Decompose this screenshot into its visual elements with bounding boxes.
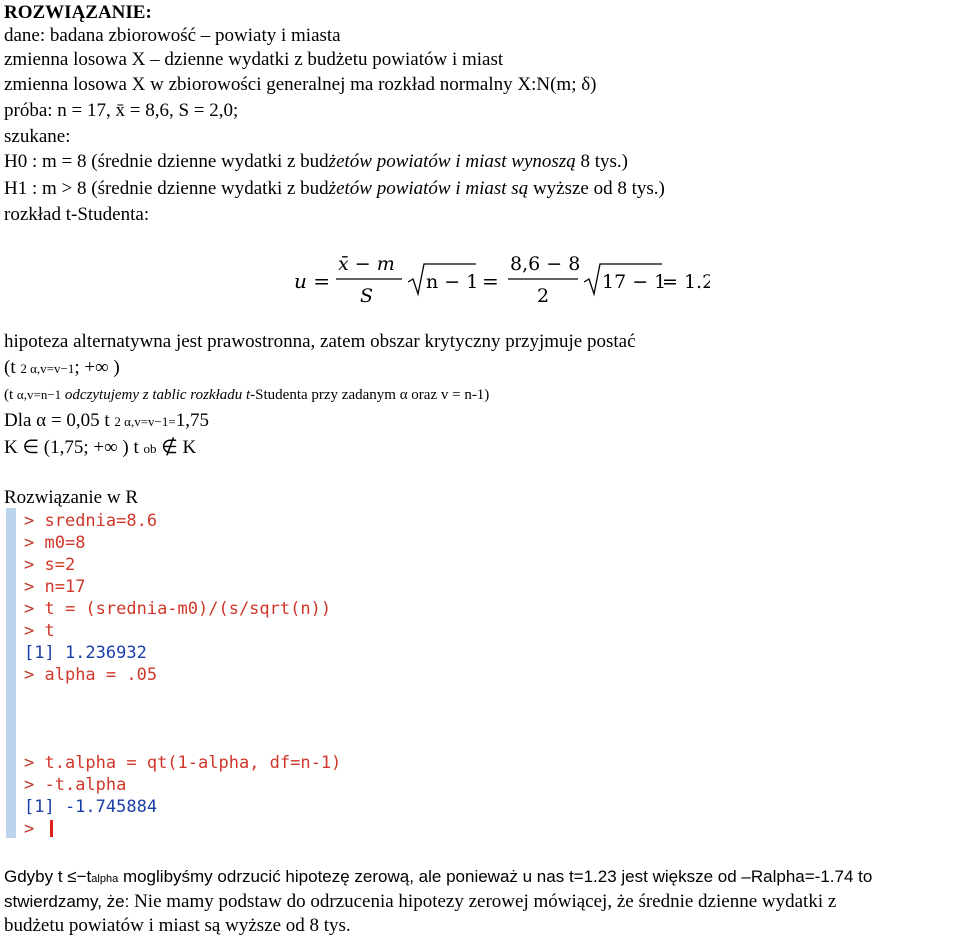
zmienna-line-1: zmienna losowa X – dzienne wydatki z budżetu powiatów i miast <box>4 49 504 70</box>
formula-num2: 8,6 − 8 <box>510 253 581 275</box>
note-rest: -Studenta przy zadanym α oraz v = n-1) <box>250 387 490 403</box>
h0-part-c: 8 tys.) <box>575 151 628 172</box>
console-line <box>24 664 157 686</box>
console-line <box>24 796 157 818</box>
szukane-line: szukane: <box>4 126 71 147</box>
interval-b: ; +∞ ) <box>74 357 120 378</box>
console-prompt: > <box>24 819 45 839</box>
formula-u: u = <box>294 269 330 293</box>
console-prompt: > <box>24 775 45 795</box>
formula-result: = 1.2 <box>662 271 710 293</box>
h1-part-c: wyższe od 8 tys.) <box>528 178 665 199</box>
solution-heading: ROZWIĄZANIE: <box>4 2 152 23</box>
console-sidebar-bar <box>6 508 16 838</box>
h0-part-a: H0 : m = 8 (średnie dzienne wydatki z bud <box>4 151 329 172</box>
r-console-screenshot <box>6 508 626 838</box>
conclusion-line-1 <box>4 866 872 890</box>
k-a: K ∈ (1,75; +∞ ) t <box>4 437 144 458</box>
console-command: -t.alpha <box>44 775 127 795</box>
critical-region-line <box>4 437 196 460</box>
console-command: t.alpha = qt(1-alpha, df=n-1) <box>44 753 342 773</box>
formula-svg <box>290 248 710 308</box>
console-prompt: > <box>24 533 45 553</box>
console-line <box>24 576 85 598</box>
console-prompt: > <box>24 621 45 641</box>
console-command: t = (srednia-m0)/(s/sqrt(n)) <box>44 599 332 619</box>
console-prompt: > <box>24 511 45 531</box>
console-prompt: > <box>24 555 45 575</box>
conclusion-1a: Gdyby t ≤−t <box>4 867 92 886</box>
console-prompt: > <box>24 577 45 597</box>
t-statistic-formula <box>290 248 710 308</box>
note-line <box>4 384 489 406</box>
k-subscript: ob <box>143 441 157 456</box>
formula-sqrt1: n − 1 <box>426 271 479 293</box>
interval-subscript: 2 α,v=v−1 <box>20 361 75 376</box>
console-line <box>24 818 53 840</box>
conclusion-1b: moglibyśmy odrzucić hipotezę zerową, ale ponieważ u nas t=1.23 jest większe od –Ralpha=-1.74 to <box>118 867 873 886</box>
console-prompt: > <box>24 753 45 773</box>
console-line <box>24 752 341 774</box>
dla-a: Dla α = 0,05 t <box>4 410 115 431</box>
h0-part-b: żetów powiatów i miast wynoszą <box>328 151 576 172</box>
conclusion-subscript: alpha <box>91 873 119 885</box>
formula-den2: 2 <box>537 285 550 307</box>
console-output: [1] 1.236932 <box>24 643 147 663</box>
console-prompt: > <box>24 665 45 685</box>
console-command: t <box>44 621 55 641</box>
interval-line <box>4 357 120 380</box>
console-command: m0=8 <box>44 533 86 553</box>
h1-line <box>4 178 665 200</box>
h1-part-b: żetów powiatów i miast są <box>328 178 529 199</box>
console-line <box>24 774 126 796</box>
formula-den1: S <box>360 285 374 307</box>
formula-sqrt2: 17 − 1 <box>602 271 667 293</box>
console-line <box>24 554 75 576</box>
console-command: alpha = .05 <box>44 665 158 685</box>
conclusion-2b: Nie mamy podstaw do odrzucenia hipotezy zerowej mówiącej, że średnie dzienne wydatki z <box>129 891 837 912</box>
formula-eq: = <box>482 269 499 293</box>
r-section-heading: Rozwiązanie w R <box>4 487 139 508</box>
dla-subscript: 2 α,v=v−1= <box>114 414 176 429</box>
rozklad-line: rozkład t-Studenta: <box>4 204 150 225</box>
console-command: s=2 <box>44 555 76 575</box>
console-command: srednia=8.6 <box>44 511 158 531</box>
formula-num1: x̄ − m <box>338 253 395 275</box>
note-a: (t <box>4 387 17 403</box>
console-line <box>24 532 85 554</box>
console-line <box>24 642 147 664</box>
console-line <box>24 598 331 620</box>
console-command: n=17 <box>44 577 86 597</box>
console-cursor[interactable] <box>50 820 53 837</box>
note-italic: odczytujemy z tablic rozkładu <box>61 387 246 403</box>
k-b: ∉ K <box>156 437 197 458</box>
dla-b: 1,75 <box>175 410 209 431</box>
console-prompt: > <box>24 599 45 619</box>
zmienna-line-2: zmienna losowa X w zbiorowości generalnej ma rozkład normalny X:N(m; δ) <box>4 74 597 95</box>
h1-part-a: H1 : m > 8 (średnie dzienne wydatki z bud <box>4 178 329 199</box>
hipoteza-line: hipoteza alternatywna jest prawostronna, zatem obszar krytyczny przyjmuje postać <box>4 331 636 352</box>
console-output: [1] -1.745884 <box>24 797 158 817</box>
interval-a: (t <box>4 357 21 378</box>
conclusion-line-3: budżetu powiatów i miast są wyższe od 8 tys. <box>4 915 351 936</box>
note-t: t <box>245 387 251 403</box>
note-subscript: α,v=n−1 <box>16 387 62 402</box>
proba-line: próba: n = 17, x̄ = 8,6, S = 2,0; <box>4 100 239 121</box>
dla-line <box>4 410 209 433</box>
dane-line: dane: badana zbiorowość – powiaty i miasta <box>4 25 341 46</box>
conclusion-line-2 <box>4 891 836 913</box>
console-line <box>24 510 157 532</box>
conclusion-2a: stwierdzamy, że: <box>4 892 130 911</box>
console-line <box>24 620 55 642</box>
h0-line <box>4 151 628 173</box>
